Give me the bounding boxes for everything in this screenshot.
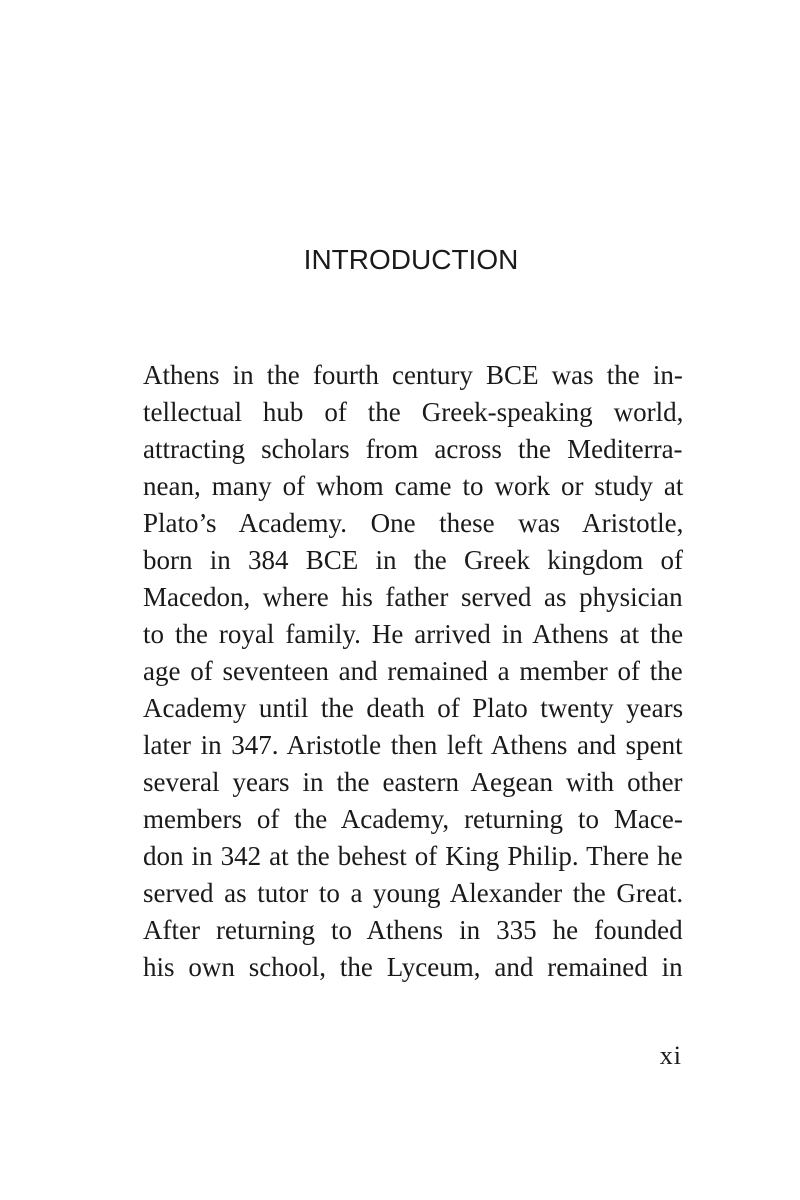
text-line: members of the Academy, returning to Mace- xyxy=(143,804,683,834)
text-line: Plato’s Academy. One these was Aristotle, xyxy=(143,508,684,538)
text-line: to the royal family. He arrived in Athens at the xyxy=(143,619,684,649)
text-line: age of seventeen and remained a member of the xyxy=(143,656,683,686)
text-line: don in 342 at the behest of King Philip. There he xyxy=(143,841,683,871)
text-line: later in 347. Aristotle then left Athens and spent xyxy=(143,730,683,760)
text-line: served as tutor to a young Alexander the Great. xyxy=(143,878,684,908)
body-paragraph xyxy=(143,357,683,986)
text-line: Academy until the death of Plato twenty years xyxy=(143,693,684,723)
page-number: xi xyxy=(659,1041,682,1070)
text-line: born in 384 BCE in the Greek kingdom of xyxy=(143,545,683,575)
text-line: Athens in the fourth century BCE was the in- xyxy=(143,360,683,390)
text-line: After returning to Athens in 335 he founded xyxy=(143,915,683,945)
text-line: tellectual hub of the Greek-speaking world, xyxy=(143,397,684,427)
text-line: several years in the eastern Aegean with other xyxy=(143,767,683,797)
chapter-heading: INTRODUCTION xyxy=(303,244,519,275)
text-line: Macedon, where his father served as physician xyxy=(143,582,683,612)
text-line: his own school, the Lyceum, and remained in xyxy=(143,952,683,982)
text-line: nean, many of whom came to work or study at xyxy=(143,471,684,501)
text-line: attracting scholars from across the Mediterra- xyxy=(143,434,683,464)
